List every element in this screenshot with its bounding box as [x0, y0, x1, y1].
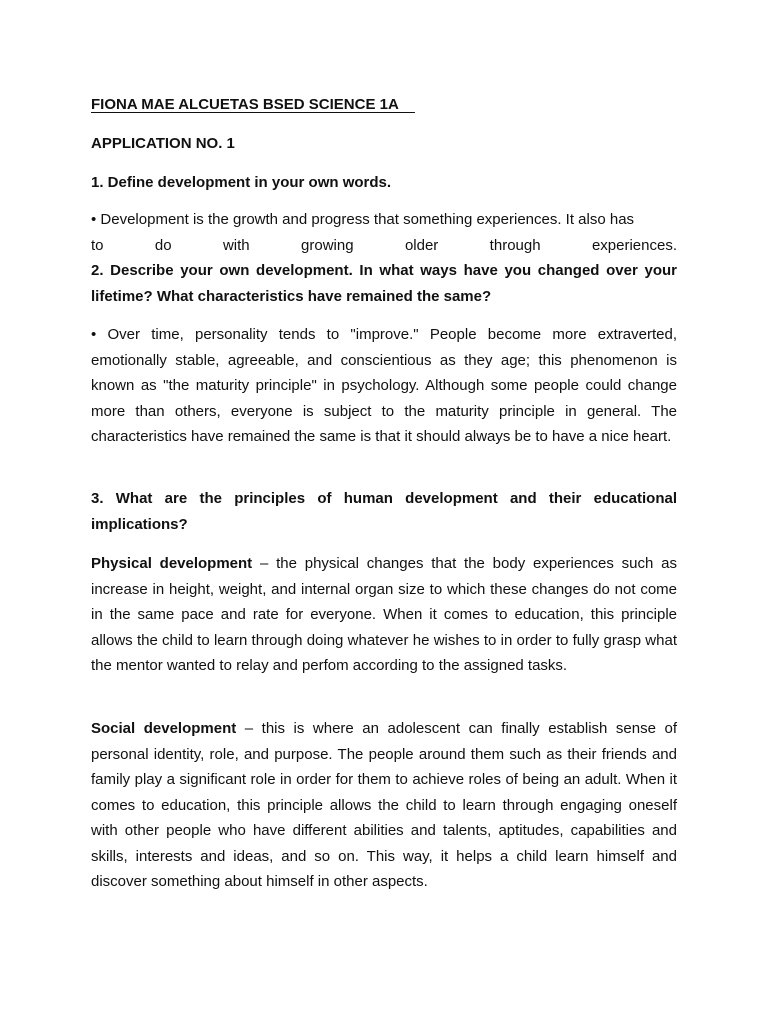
physical-development-term: Physical development: [91, 555, 253, 572]
question-2-text: 2. Describe your own development. In what ways have you changed over your lifetime? What characteristics have remained the same?: [91, 262, 677, 305]
question-3: [91, 486, 677, 537]
question-1: 1. Define development in your own words.: [91, 174, 392, 191]
application-heading: APPLICATION NO. 1: [91, 135, 235, 152]
author-title: FIONA MAE ALCUETAS BSED SCIENCE 1A: [91, 96, 415, 113]
answer-1: [91, 207, 677, 258]
question-3-text: 3. What are the principles of human development and their educational implications?: [91, 490, 677, 533]
question-2: [91, 258, 677, 309]
physical-development-description: – the physical changes that the body experiences such as increase in height, weight, and internal organ size to which these changes do not come in the same pace and rate for everyone. When it comes to education, this principle allows the child to learn through doing whatever he wishes to in order to fully grasp what the mentor wanted to relay and perfom according to the assigned tasks.: [91, 555, 677, 674]
social-development-paragraph: [91, 716, 677, 895]
social-development-text: [91, 716, 677, 895]
social-development-description: – this is where an adolescent can finally establish sense of personal identity, role, and purpose. The people around them such as their friends and family play a significant role in order for them to achieve roles of being an adult. When it comes to education, this principle allows the child to learn through engaging oneself with other people who have different abilities and talents, aptitudes, capabilities and skills, interests and ideas, and so on. This way, it helps a child learn himself and discover something about himself in other aspects.: [91, 720, 677, 890]
physical-development-text: [91, 551, 677, 679]
answer-2: [91, 322, 677, 450]
answer-1-line-2: to do with growing older through experiences.: [91, 236, 677, 254]
answer-2-text: • Over time, personality tends to "improve." People become more extraverted, emotionally stable, agreeable, and conscientious as they age; this phenomenon is known as "the maturity principle" in psychology. Although some people could change more than others, everyone is subject to the maturity principle in general. The characteristics have remained the same is that it should always be to have a nice heart.: [91, 326, 677, 445]
social-development-term: Social development: [91, 720, 237, 737]
physical-development-paragraph: [91, 551, 677, 679]
answer-1-line-1: • Development is the growth and progress that something experiences. It also has: [91, 211, 635, 228]
